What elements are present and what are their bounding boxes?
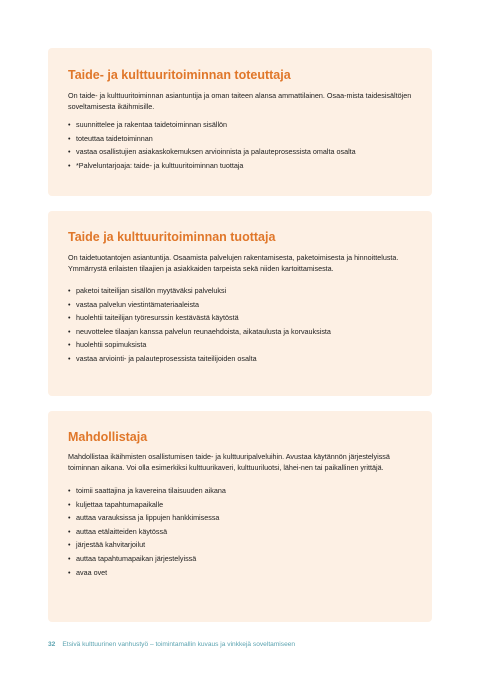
bullet-icon: • <box>68 486 71 495</box>
section-description: Mahdollistaa ikäihmisten osallistumisen taide- ja kulttuuripalveluihin. Avustaa käytännön järjestelyissä toiminnan aikana. Voi olla esimerkiksi kulttuurikaveri, kulttuuriluotsi, lähei-nen tai paikallinen yrittäjä. <box>68 452 390 472</box>
page-number: 32 <box>48 641 56 648</box>
bullet-icon: • <box>68 326 71 336</box>
list-item: • toimii saattajina ja kavereina tilaisuuden aikana <box>68 484 412 498</box>
list-item: • vastaa arviointi- ja palauteprosessista taiteilijoiden osalta <box>68 352 412 366</box>
bullet-icon: • <box>68 286 71 295</box>
list-item: • auttaa tapahtumapaikan järjestelyissä <box>68 552 412 566</box>
bullet-icon: • <box>68 526 71 536</box>
bullet-icon: • <box>68 499 71 509</box>
bullet-icon: • <box>68 553 71 563</box>
footer-text: Etsivä kulttuurinen vanhustyö – toimintamallin kuvaus ja vinkkejä soveltamiseen <box>62 641 296 648</box>
task-list <box>68 484 412 579</box>
bullet-icon: • <box>68 160 71 170</box>
bullet-icon: • <box>68 567 71 577</box>
role-card-mahdollistaja <box>48 411 432 622</box>
bullet-icon: • <box>68 540 71 550</box>
list-item: • huolehtii sopimuksista <box>68 338 412 352</box>
list-item: • auttaa varauksissa ja lippujen hankkimisessa <box>68 511 412 525</box>
list-item: • toteuttaa taidetoiminnan <box>68 132 412 146</box>
section-title: Taide ja kulttuuritoiminnan tuottaja <box>68 230 276 244</box>
list-item: • järjestää kahvitarjoilut <box>68 538 412 552</box>
list-item: • *Palveluntarjoaja: taide- ja kulttuuritoiminnan tuottaja <box>68 159 412 173</box>
bullet-icon: • <box>68 313 71 323</box>
page-footer <box>48 641 295 648</box>
bullet-icon: • <box>68 299 71 309</box>
bullet-icon: • <box>68 133 71 143</box>
task-list <box>68 118 412 172</box>
list-item: • vastaa palvelun viestintämateriaaleista <box>68 298 412 312</box>
bullet-icon: • <box>68 147 71 157</box>
section-title: Taide- ja kulttuuritoiminnan toteuttaja <box>68 68 291 82</box>
list-item: • kuljettaa tapahtumapaikalle <box>68 498 412 512</box>
list-item: • suunnittelee ja rakentaa taidetoiminnan sisällön <box>68 118 412 132</box>
bullet-icon: • <box>68 513 71 523</box>
list-item: • neuvottelee tilaajan kanssa palvelun reunaehdoista, aikataulusta ja korvauksista <box>68 325 412 339</box>
section-description: On taide- ja kulttuuritoiminnan asiantuntija ja oman taiteen alansa ammattilainen. Osaa-mista taidesisältöjen soveltamisesta ikäihmisille. <box>68 91 412 111</box>
bullet-icon: • <box>68 120 71 129</box>
role-card-toteuttaja <box>48 48 432 196</box>
list-item: • avaa ovet <box>68 566 412 580</box>
section-title: Mahdollistaja <box>68 430 148 444</box>
list-item: • vastaa osallistujien asiakaskokemuksen arvioinnista ja palauteprosessista omalta osalta <box>68 145 412 159</box>
bullet-icon: • <box>68 340 71 350</box>
section-description: On taidetuotantojen asiantuntija. Osaamista palvelujen rakentamisesta, paketoimisesta ja hinnoittelusta. Ymmärrystä erilaisten tilaajien ja asiakkaiden tarpeista sekä niiden kartoittamisesta. <box>68 253 399 273</box>
list-item: • huolehtii taiteilijan työresurssin kestävästä käytöstä <box>68 311 412 325</box>
list-item: • auttaa etälaitteiden käytössä <box>68 525 412 539</box>
bullet-icon: • <box>68 353 71 363</box>
role-card-tuottaja <box>48 211 432 396</box>
list-item: • paketoi taiteilijan sisällön myytäväksi palveluksi <box>68 284 412 298</box>
task-list <box>68 284 412 366</box>
